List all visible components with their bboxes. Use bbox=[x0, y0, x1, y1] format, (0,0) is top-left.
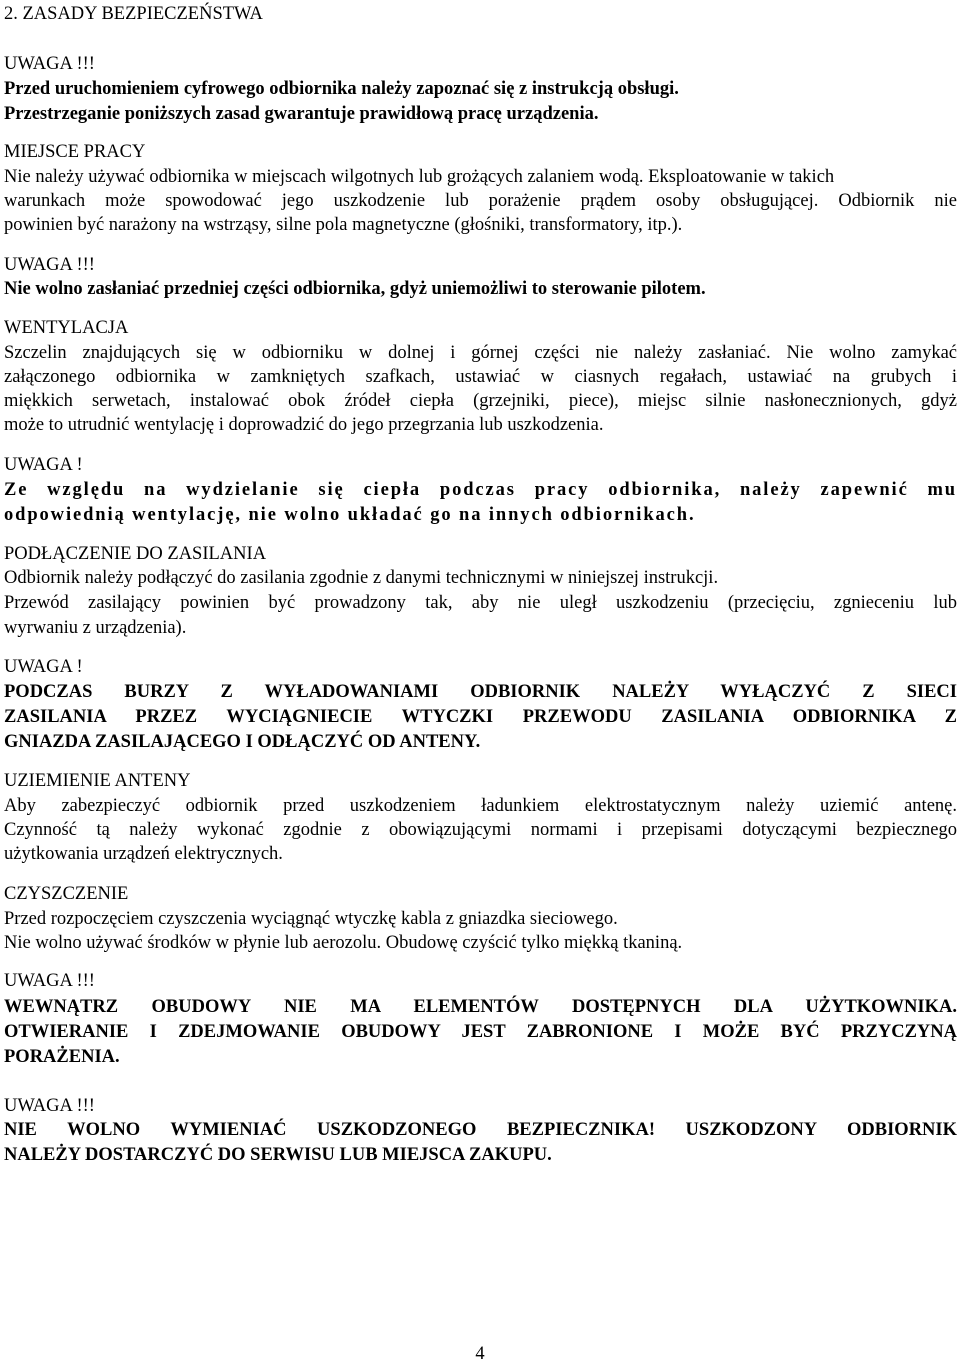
warn-case-line-2: OTWIERANIE I ZDEJMOWANIE OBUDOWY JEST ZABRONIONE I MOŻE BYĆ PRZYCZYNĄ bbox=[4, 1022, 957, 1042]
warn-pilot-line: Nie wolno zasłaniać przedniej części odbiornika, gdyż uniemożliwi to sterowanie pilotem. bbox=[4, 279, 706, 299]
wentylacja-line-3: miękkich serwetach, instalować obok źródeł ciepła (grzejniki, piece), miejsc silnie nasłonecznionych, gdyż bbox=[4, 391, 957, 411]
czyszczenie-heading: CZYSZCZENIE bbox=[4, 884, 129, 904]
warn-fuse-heading: UWAGA !!! bbox=[4, 1096, 95, 1116]
warn-pilot-heading: UWAGA !!! bbox=[4, 255, 95, 275]
warn-heat-line-2: odpowiednią wentylację, nie wolno układać go na innych odbiornikach. bbox=[4, 505, 696, 525]
intro-heading: UWAGA !!! bbox=[4, 54, 95, 74]
section-title: 2. ZASADY BEZPIECZEŃSTWA bbox=[4, 4, 263, 24]
zasilanie-line-1: Odbiornik należy podłączyć do zasilania zgodnie z danymi technicznymi w niniejszej instrukcji. bbox=[4, 568, 719, 588]
warn-case-line-3: PORAŻENIA. bbox=[4, 1047, 120, 1067]
wentylacja-line-1: Szczelin znajdujących się w odbiorniku w dolnej i górnej części nie należy zasłaniać. Nie wolno zamykać bbox=[4, 343, 957, 363]
warn-fuse-line-2: NALEŻY DOSTARCZYĆ DO SERWISU LUB MIEJSCA ZAKUPU. bbox=[4, 1145, 552, 1165]
uziemienie-line-1: Aby zabezpieczyć odbiornik przed uszkodzeniem ładunkiem elektrostatycznym należy uziemić antenę. bbox=[4, 796, 957, 816]
miejsce-heading: MIEJSCE PRACY bbox=[4, 142, 146, 162]
warn-storm-line-1: PODCZAS BURZY Z WYŁADOWANIAMI ODBIORNIK NALEŻY WYŁĄCZYĆ Z SIECI bbox=[4, 682, 957, 702]
wentylacja-heading: WENTYLACJA bbox=[4, 318, 129, 338]
page-number: 4 bbox=[475, 1344, 485, 1364]
zasilanie-line-3: wyrwaniu z urządzenia). bbox=[4, 618, 187, 638]
miejsce-line-2: warunkach może spowodować jego uszkodzenie lub porażenie prądem osoby obsługującej. Odbiornik nie bbox=[4, 191, 957, 211]
warn-case-heading: UWAGA !!! bbox=[4, 971, 95, 991]
warn-storm-line-3: GNIAZDA ZASILAJĄCEGO I ODŁĄCZYĆ OD ANTENY. bbox=[4, 732, 481, 752]
intro-line-1: Przed uruchomieniem cyfrowego odbiornika należy zapoznać się z instrukcją obsługi. bbox=[4, 79, 679, 99]
czyszczenie-line-1: Przed rozpoczęciem czyszczenia wyciągnąć wtyczkę kabla z gniazdka sieciowego. bbox=[4, 909, 618, 929]
warn-storm-line-2: ZASILANIA PRZEZ WYCIĄGNIECIE WTYCZKI PRZEWODU ZASILANIA ODBIORNIKA Z bbox=[4, 707, 957, 727]
warn-storm-heading: UWAGA ! bbox=[4, 657, 83, 677]
zasilanie-line-2: Przewód zasilający powinien być prowadzony tak, aby nie uległ uszkodzeniu (przecięciu, zgnieceniu lub bbox=[4, 593, 957, 613]
intro-line-2: Przestrzeganie poniższych zasad gwarantuje prawidłową pracę urządzenia. bbox=[4, 104, 599, 124]
miejsce-line-1: Nie należy używać odbiornika w miejscach wilgotnych lub grożących zalaniem wodą. Eksploatowanie w takich bbox=[4, 167, 835, 187]
zasilanie-heading: PODŁĄCZENIE DO ZASILANIA bbox=[4, 544, 267, 564]
uziemienie-line-2: Czynność tą należy wykonać zgodnie z obowiązującymi normami i przepisami dotyczącymi bezpiecznego bbox=[4, 820, 957, 840]
uziemienie-heading: UZIEMIENIE ANTENY bbox=[4, 771, 191, 791]
warn-case-line-1: WEWNĄTRZ OBUDOWY NIE MA ELEMENTÓW DOSTĘPNYCH DLA UŻYTKOWNIKA. bbox=[4, 997, 957, 1017]
wentylacja-line-2: załączonego odbiornika w zamkniętych szafkach, ustawiać w ciasnych regałach, ustawiać na grubych i bbox=[4, 367, 957, 387]
warn-heat-line-1: Ze względu na wydzielanie się ciepła podczas pracy odbiornika, należy zapewnić mu bbox=[4, 480, 957, 500]
wentylacja-line-4: może to utrudnić wentylację i doprowadzić do jego przegrzania lub uszkodzenia. bbox=[4, 415, 604, 435]
warn-fuse-line-1: NIE WOLNO WYMIENIAĆ USZKODZONEGO BEZPIECZNIKA! USZKODZONY ODBIORNIK bbox=[4, 1120, 957, 1140]
warn-heat-heading: UWAGA ! bbox=[4, 455, 83, 475]
uziemienie-line-3: użytkowania urządzeń elektrycznych. bbox=[4, 844, 283, 864]
czyszczenie-line-2: Nie wolno używać środków w płynie lub aerozolu. Obudowę czyścić tylko miękką tkaniną. bbox=[4, 933, 683, 953]
miejsce-line-3: powinien być narażony na wstrząsy, silne pola magnetyczne (głośniki, transformatory, itp.). bbox=[4, 215, 683, 235]
